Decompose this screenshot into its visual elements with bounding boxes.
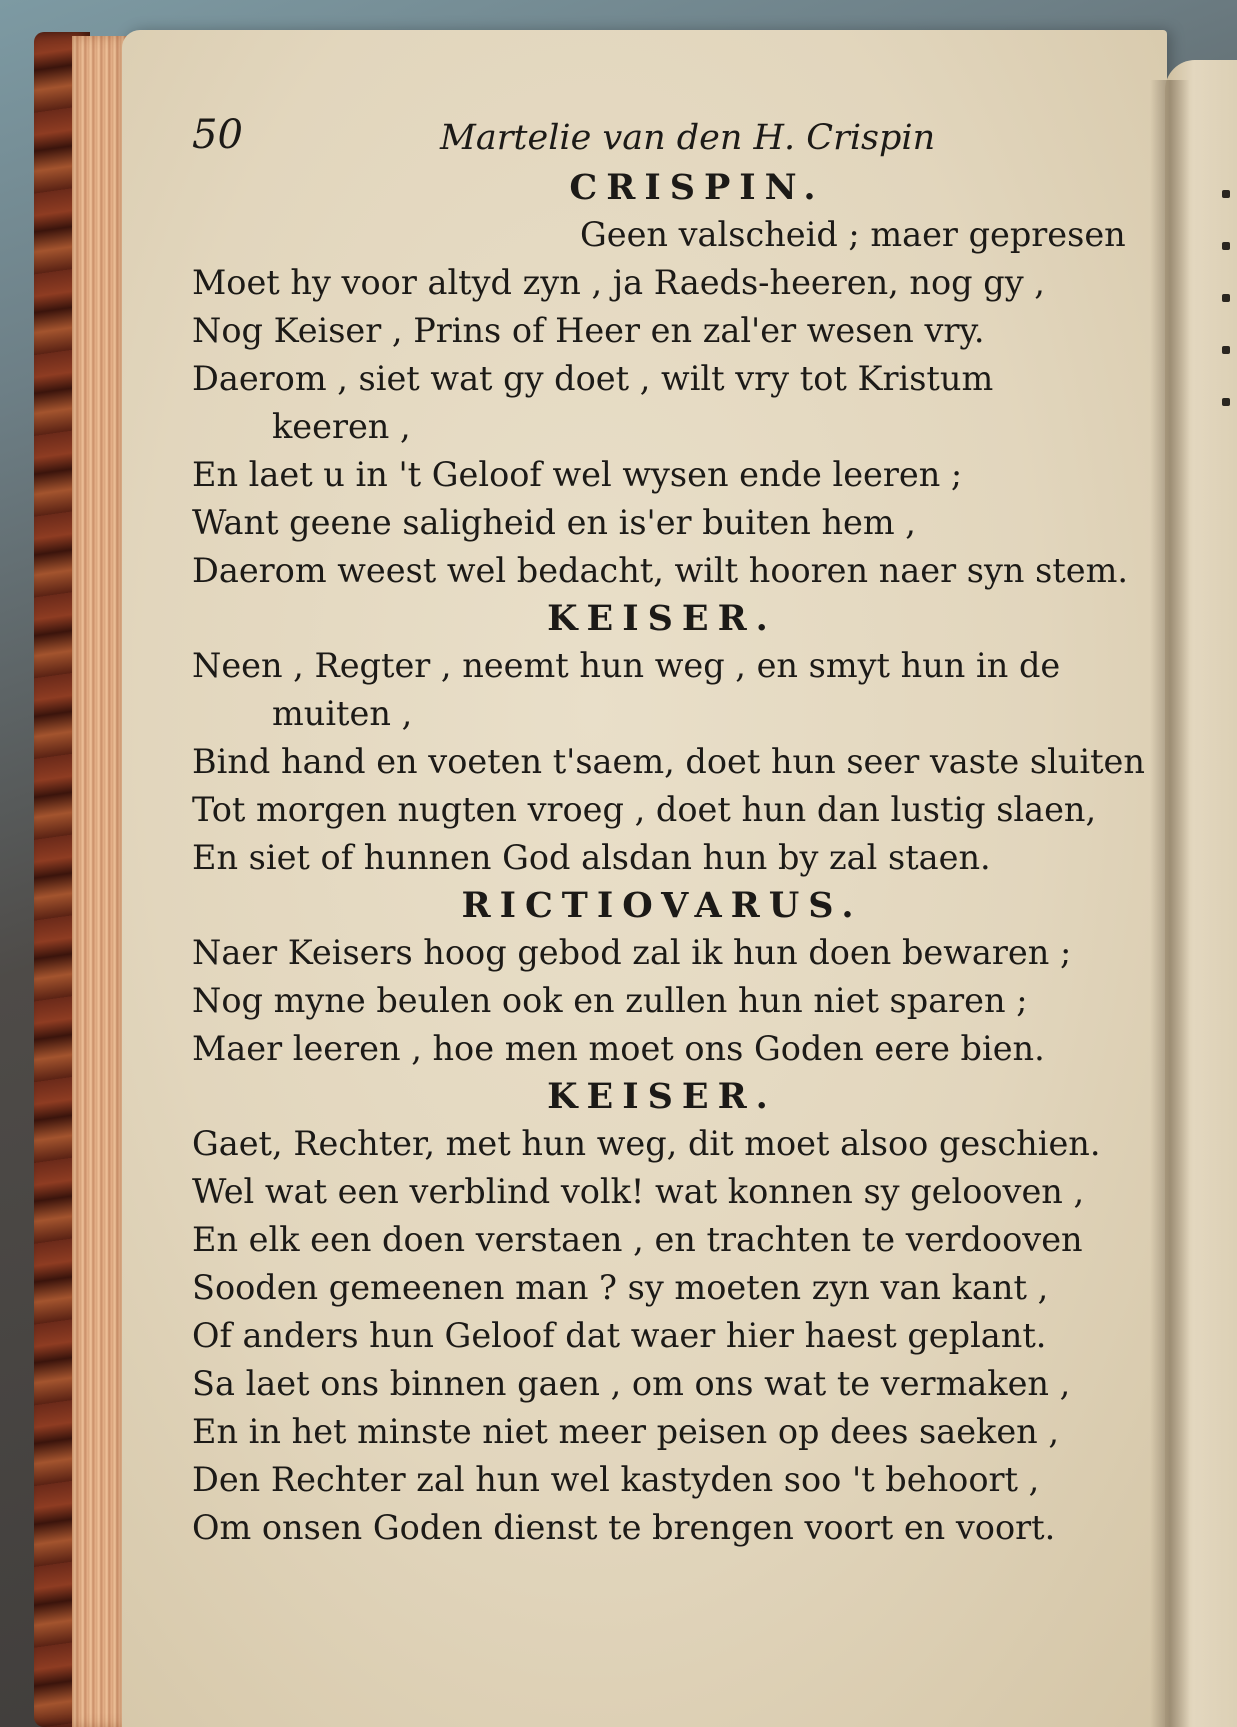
page-header [192,108,1132,164]
verse-line: En in het minste niet meer peisen op dees saeken , [192,1412,1060,1451]
verse-line: Den Rechter zal hun wel kastyden soo 't behoort , [192,1460,1040,1499]
speaker-heading: KEISER. [547,598,777,639]
verse-line: En laet u in 't Geloof wel wysen ende leeren ; [192,455,963,494]
verse-line: keeren , [272,407,411,446]
page-content [192,108,1145,1552]
verse-line: Of anders hun Geloof dat waer hier haest geplant. [192,1316,1047,1355]
verse-line: Moet hy voor altyd zyn , ja Raeds-heeren, nog gy , [192,263,1045,302]
verse-line: Sa laet ons binnen gaen , om ons wat te vermaken , [192,1364,1071,1403]
verse-line: Neen , Regter , neemt hun weg , en smyt hun in de [192,646,1061,685]
verse-line: Tot morgen nugten vroeg , doet hun dan lustig slaen, [192,790,1097,829]
verse-line: Bind hand en voeten t'saem, doet hun seer vaste sluiten [192,742,1145,781]
verse-line: Geen valscheid ; maer gepresen [580,215,1126,254]
speaker-heading: RICTIOVARUS. [461,885,863,926]
verse-line: Gaet, Rechter, met hun weg, dit moet alsoo geschien. [192,1124,1101,1163]
verse-line: Naer Keisers hoog gebod zal ik hun doen bewaren ; [192,933,1072,972]
verse-line: En elk een doen verstaen , en trachten te verdooven [192,1220,1083,1259]
verse-line: Daerom , siet wat gy doet , wilt vry tot Kristum [192,359,994,398]
verse-line: Wel wat een verblind volk! wat konnen sy gelooven , [192,1172,1085,1211]
verse-line: Maer leeren , hoe men moet ons Goden eere bien. [192,1029,1045,1068]
facing-page-marks [1222,190,1234,450]
verse-line: Want geene saligheid en is'er buiten hem , [192,503,916,542]
speaker-heading: CRISPIN. [569,167,825,208]
book-gutter [1150,80,1190,1727]
page-number: 50 [192,112,243,158]
running-title: Martelie van den H. Crispin [440,118,936,158]
verse-line: Sooden gemeenen man ? sy moeten zyn van kant , [192,1268,1049,1307]
verse-line: muiten , [272,694,413,733]
verse-line: Om onsen Goden dienst te brengen voort en voort. [192,1508,1056,1547]
verse-line: Daerom weest wel bedacht, wilt hooren naer syn stem. [192,551,1128,590]
verse-line: En siet of hunnen God alsdan hun by zal staen. [192,838,991,877]
speaker-heading: KEISER. [547,1076,777,1117]
verse-line: Nog myne beulen ook en zullen hun niet sparen ; [192,981,1028,1020]
verse-line: Nog Keiser , Prins of Heer en zal'er wesen vry. [192,311,985,350]
